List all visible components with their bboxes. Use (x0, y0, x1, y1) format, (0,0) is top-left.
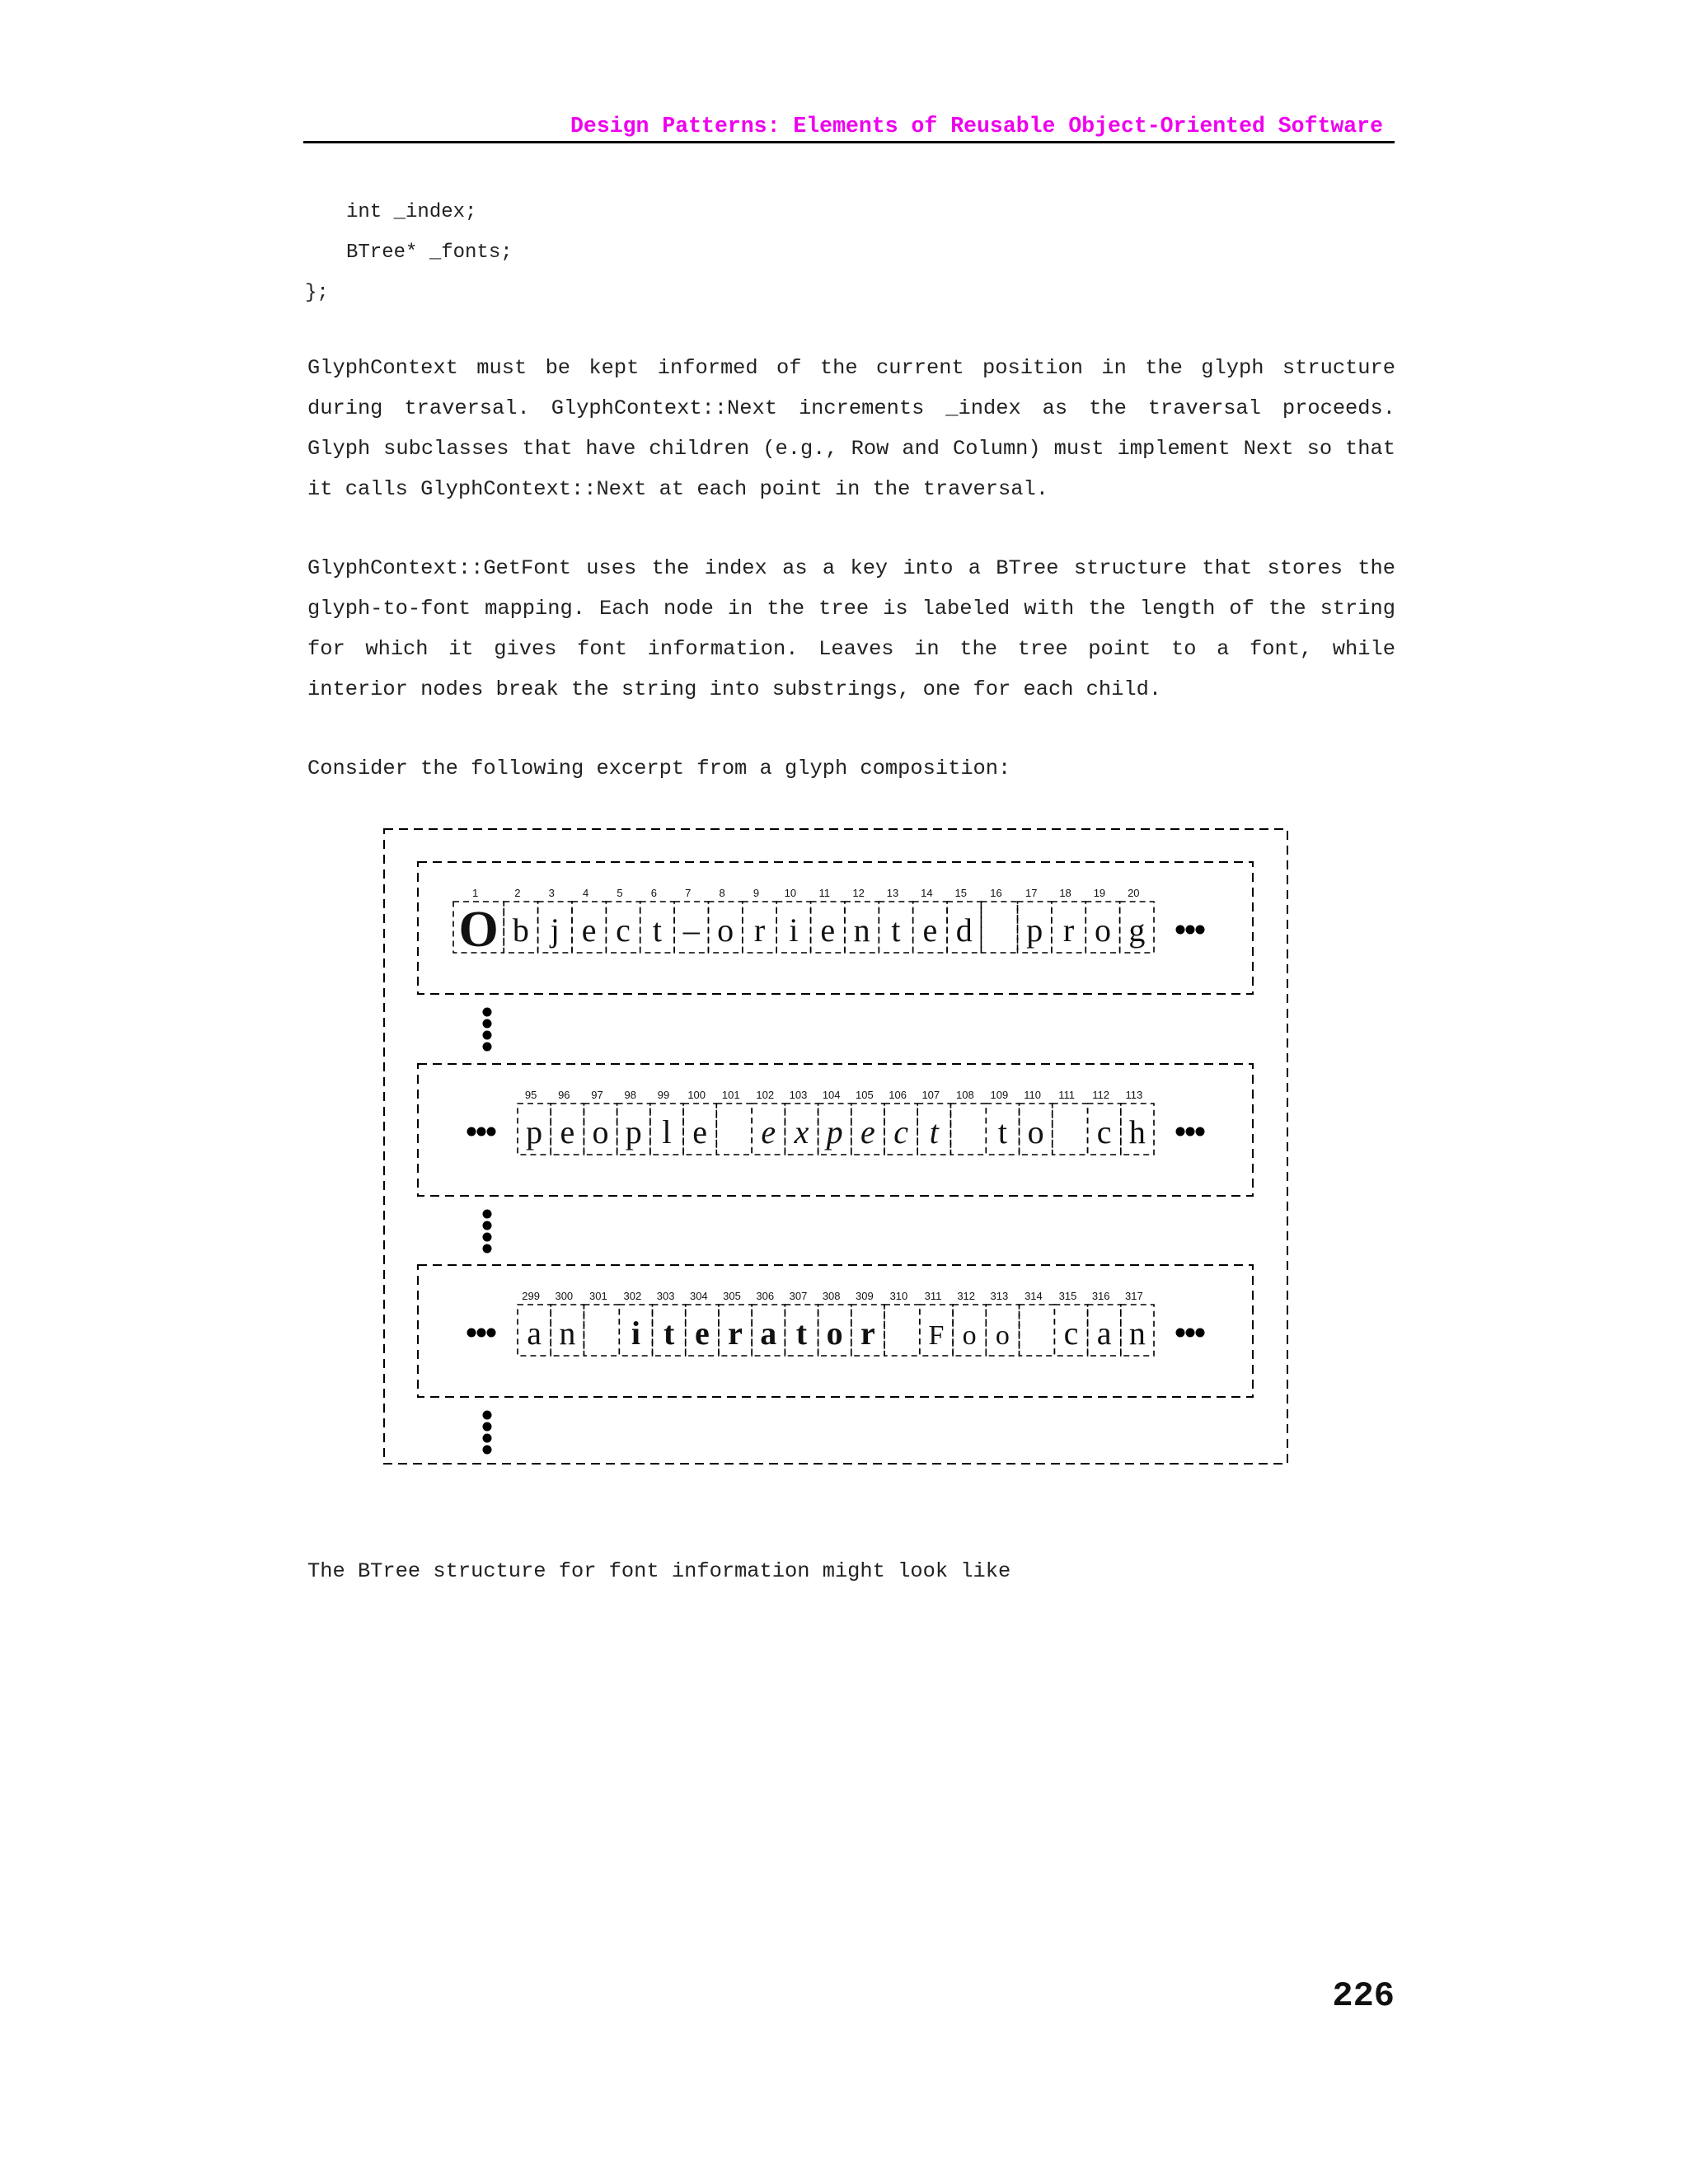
glyph-char: t (997, 1113, 1007, 1151)
glyph-index: 312 (957, 1290, 976, 1302)
glyph-char: j (550, 912, 560, 949)
glyph-char: o (592, 1113, 609, 1151)
glyph-index: 110 (1024, 1089, 1041, 1101)
ellipsis-dot (1196, 1127, 1205, 1137)
glyph-char: a (1096, 1315, 1112, 1352)
glyph-index: 106 (889, 1089, 907, 1101)
ellipsis-dot (1196, 1329, 1205, 1338)
glyph-char: e (922, 912, 938, 949)
header-rule (303, 141, 1395, 143)
glyph-char: o (1094, 912, 1111, 949)
paragraph-consider: Consider the following excerpt from a glyph composition: (307, 757, 1011, 780)
glyph-index: 17 (1025, 887, 1038, 899)
glyph-char: e (820, 912, 836, 949)
glyph-char: p (826, 1113, 843, 1151)
glyph-index: 113 (1125, 1089, 1143, 1101)
glyph-box (716, 1104, 752, 1155)
glyph-char: c (1063, 1315, 1079, 1352)
glyph-index: 111 (1058, 1089, 1076, 1101)
glyph-index: 112 (1092, 1089, 1110, 1101)
ellipsis-dot (483, 1233, 492, 1242)
glyph-char: e (581, 912, 597, 949)
ellipsis-dot (1176, 926, 1185, 935)
glyph-box (950, 1104, 986, 1155)
glyph-char: e (860, 1113, 875, 1151)
glyph-char: o (962, 1320, 977, 1351)
ellipsis-horizontal (1176, 926, 1205, 935)
paragraph-getfont: GlyphContext::GetFont uses the index as a key into a BTree structure that stores the glyph-to-font mapping. Each node in the tree is labeled with the length of the string for which it gives font information. Leaves in the tree point to a font, while interior nodes break the string into substrings, one for each child. (307, 556, 1395, 701)
glyph-index: 5 (617, 887, 623, 899)
ellipsis-dot (477, 1127, 486, 1137)
glyph-char: p (526, 1113, 543, 1151)
ellipsis-dot (483, 1043, 492, 1052)
glyph-index: 105 (856, 1089, 874, 1101)
glyph-index: 18 (1059, 887, 1071, 899)
glyph-char: t (652, 912, 662, 949)
ellipsis-dot (477, 1329, 486, 1338)
ellipsis-horizontal (1176, 1127, 1205, 1137)
glyph-index: 307 (789, 1290, 808, 1302)
glyph-index: 9 (753, 887, 760, 899)
glyph-char: p (1026, 912, 1043, 949)
glyph-index: 14 (921, 887, 933, 899)
glyph-box (1053, 1104, 1088, 1155)
glyph-index: 104 (822, 1089, 841, 1101)
glyph-index: 305 (723, 1290, 741, 1302)
glyph-index: 313 (990, 1290, 1009, 1302)
code-block (305, 192, 513, 313)
glyph-box (1019, 1305, 1054, 1356)
glyph-char: l (662, 1113, 672, 1151)
code-line: }; (305, 282, 329, 304)
code-line: int _index; (346, 201, 477, 223)
glyph-index: 3 (548, 887, 555, 899)
glyph-char: o (717, 912, 734, 949)
glyph-index: 300 (555, 1290, 574, 1302)
glyph-index: 299 (522, 1290, 540, 1302)
glyph-char: r (860, 1315, 875, 1352)
glyph-index: 2 (514, 887, 521, 899)
glyph-index: 7 (685, 887, 692, 899)
header-title: Design Patterns: Elements of Reusable Object-Oriented Software (570, 114, 1383, 138)
ellipsis-vertical (483, 1008, 492, 1052)
ellipsis-dot (483, 1221, 492, 1230)
ellipsis-dot (1176, 1329, 1185, 1338)
glyph-index: 303 (656, 1290, 675, 1302)
glyph-char: o (1027, 1113, 1044, 1151)
glyph-index: 97 (591, 1089, 603, 1101)
glyph-char: n (853, 912, 870, 949)
glyph-char: c (893, 1113, 908, 1151)
glyph-index: 308 (822, 1290, 841, 1302)
glyph-char: o (995, 1320, 1010, 1351)
glyph-char: a (760, 1315, 777, 1352)
glyph-index: 8 (719, 887, 725, 899)
ellipsis-dot (1176, 1127, 1185, 1137)
glyph-char: b (512, 912, 529, 949)
ellipsis-horizontal (467, 1127, 496, 1137)
glyph-char: c (616, 912, 631, 949)
glyph-char: i (631, 1315, 640, 1352)
glyph-char: – (682, 912, 700, 949)
ellipsis-dot (483, 1008, 492, 1017)
glyph-char: r (1062, 912, 1075, 949)
glyph-index: 13 (886, 887, 899, 899)
glyph-index: 107 (921, 1089, 940, 1101)
ellipsis-dot (483, 1019, 492, 1029)
ellipsis-dot (1196, 926, 1205, 935)
row-box (418, 862, 1253, 994)
ellipsis-horizontal (467, 1329, 496, 1338)
glyph-char: i (789, 912, 799, 949)
glyph-char: t (795, 1315, 808, 1352)
glyph-char: a (527, 1315, 542, 1352)
glyph-char: t (663, 1315, 675, 1352)
glyph-char: p (625, 1113, 642, 1151)
ellipsis-dot (467, 1329, 476, 1338)
paragraph-glyphcontext: GlyphContext must be kept informed of the current position in the glyph structure during traversal. GlyphContext::Next increments _index as the traversal proceeds. Glyph subclasses that have children (e.g., Row and Column) must implement Next so that it calls GlyphContext::Next at each point in the traversal. (307, 356, 1395, 501)
ellipsis-dot (483, 1422, 492, 1432)
glyph-index: 302 (623, 1290, 642, 1302)
glyph-char: t (891, 912, 901, 949)
ellipsis-vertical (483, 1411, 492, 1455)
ellipsis-dot (1186, 926, 1195, 935)
glyph-char: e (692, 1113, 708, 1151)
glyph-box (884, 1305, 920, 1356)
glyph-index: 102 (756, 1089, 775, 1101)
glyph-char: e (694, 1315, 710, 1352)
glyph-index: 108 (956, 1089, 974, 1101)
code-line: BTree* _fonts; (346, 241, 513, 264)
ellipsis-dot (1186, 1127, 1195, 1137)
ellipsis-dot (483, 1411, 492, 1420)
glyph-box (584, 1305, 619, 1356)
glyph-char: g (1128, 912, 1146, 949)
ellipsis-horizontal (1176, 1329, 1205, 1338)
glyph-char: t (929, 1113, 939, 1151)
glyph-index: 306 (756, 1290, 775, 1302)
glyph-char: d (955, 912, 973, 949)
glyph-index: 316 (1091, 1290, 1110, 1302)
ellipsis-dot (483, 1210, 492, 1219)
glyph-index: 99 (657, 1089, 670, 1101)
glyph-char: r (728, 1315, 743, 1352)
glyph-index: 19 (1093, 887, 1106, 899)
glyph-index: 16 (990, 887, 1002, 899)
glyph-index: 6 (650, 887, 658, 899)
glyph-char: o (826, 1315, 843, 1352)
glyph-index: 11 (818, 887, 831, 899)
glyph-index: 103 (789, 1089, 808, 1101)
ellipsis-dot (483, 1434, 492, 1443)
glyph-char: e (560, 1113, 575, 1151)
ellipsis-dot (487, 1329, 496, 1338)
glyph-index: 101 (721, 1089, 740, 1101)
glyph-index: 301 (589, 1290, 607, 1302)
glyph-index: 12 (852, 887, 865, 899)
paragraph-btree: The BTree structure for font information might look like (307, 1559, 1011, 1583)
glyph-char: c (1096, 1113, 1112, 1151)
glyph-index: 311 (924, 1290, 942, 1302)
glyph-index: 100 (687, 1089, 706, 1101)
glyph-char: x (794, 1113, 809, 1151)
glyph-char: O (458, 902, 499, 958)
glyph-index: 10 (784, 887, 797, 899)
glyph-index: 95 (524, 1089, 537, 1101)
glyph-char: r (753, 912, 766, 949)
glyph-index: 315 (1058, 1290, 1077, 1302)
ellipsis-dot (483, 1031, 492, 1040)
glyph-char: e (761, 1113, 776, 1151)
glyph-char: n (559, 1315, 576, 1352)
glyph-char: F (928, 1320, 945, 1351)
glyph-char: n (1128, 1315, 1146, 1352)
glyph-index: 98 (624, 1089, 636, 1101)
glyph-index: 309 (856, 1290, 874, 1302)
ellipsis-vertical (483, 1210, 492, 1254)
glyph-index: 15 (954, 887, 967, 899)
ellipsis-dot (483, 1244, 492, 1254)
glyph-char: h (1128, 1113, 1146, 1151)
glyph-index: 4 (583, 887, 589, 899)
glyph-index: 96 (558, 1089, 570, 1101)
glyph-index: 314 (1025, 1290, 1043, 1302)
ellipsis-dot (467, 1127, 476, 1137)
glyph-index: 317 (1125, 1290, 1143, 1302)
ellipsis-dot (483, 1446, 492, 1455)
glyph-index: 109 (990, 1089, 1009, 1101)
page-number: 226 (1332, 1976, 1395, 2016)
glyph-box (981, 902, 1017, 953)
glyph-index: 310 (889, 1290, 908, 1302)
glyph-index: 20 (1128, 887, 1140, 899)
glyph-index: 304 (689, 1290, 708, 1302)
glyph-index: 1 (472, 887, 479, 899)
ellipsis-dot (487, 1127, 496, 1137)
ellipsis-dot (1186, 1329, 1195, 1338)
